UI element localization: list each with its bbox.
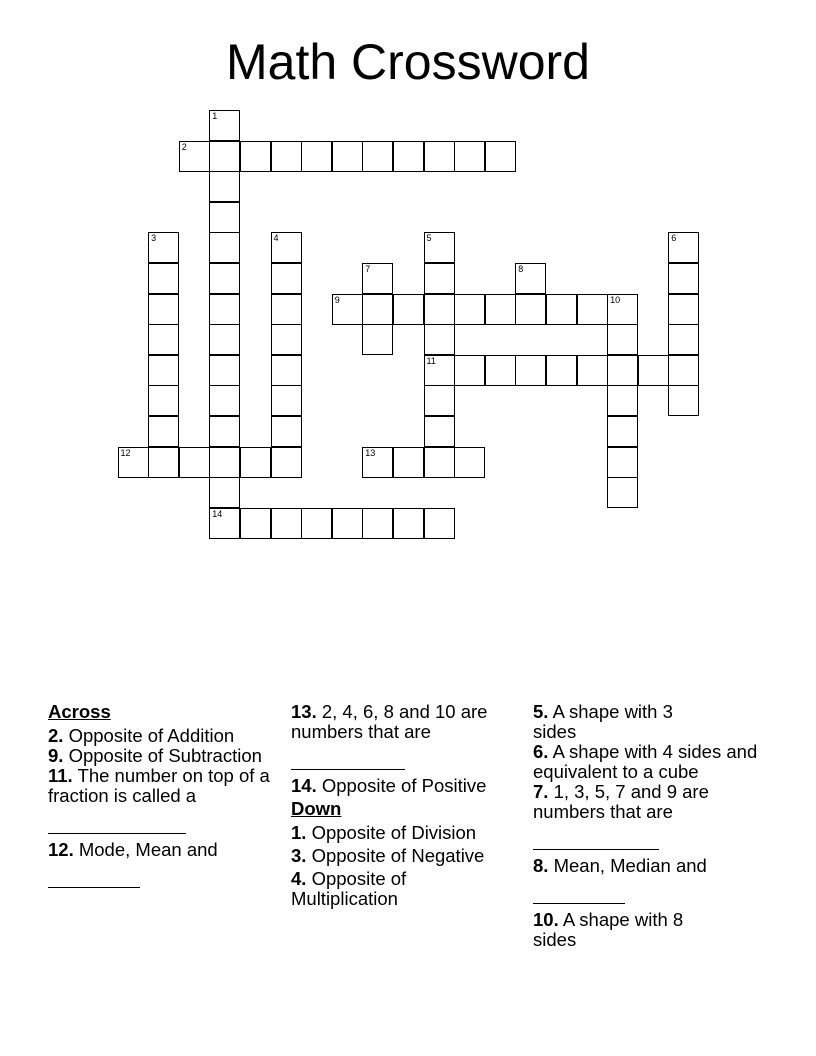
grid-cell[interactable] <box>179 141 210 172</box>
grid-cell[interactable] <box>485 141 516 172</box>
clue-number: 2 <box>181 141 187 152</box>
grid-cell[interactable] <box>271 355 302 386</box>
grid-cell[interactable] <box>209 355 240 386</box>
grid-cell[interactable] <box>668 355 699 386</box>
clues-column-1 <box>48 702 270 892</box>
clue-down-7: 7. 1, 3, 5, 7 and 9 are numbers that are <box>533 782 771 854</box>
across-heading: Across <box>48 701 111 722</box>
grid-cell[interactable] <box>485 355 516 386</box>
grid-cell[interactable] <box>209 447 240 478</box>
grid-cell[interactable] <box>209 477 240 508</box>
grid-cell[interactable] <box>546 294 577 325</box>
grid-cell[interactable] <box>148 385 179 416</box>
grid-cell[interactable] <box>179 447 210 478</box>
grid-cell[interactable] <box>271 416 302 447</box>
grid-cell[interactable] <box>362 294 393 325</box>
grid-cell[interactable] <box>668 385 699 416</box>
grid-cell[interactable] <box>454 355 485 386</box>
clue-across-13: 13. 2, 4, 6, 8 and 10 are numbers that are <box>291 702 513 774</box>
grid-cell[interactable] <box>607 447 638 478</box>
grid-cell[interactable] <box>424 141 455 172</box>
grid-cell[interactable] <box>271 508 302 539</box>
grid-cell[interactable] <box>148 355 179 386</box>
grid-cell[interactable] <box>424 263 455 294</box>
grid-cell[interactable] <box>454 141 485 172</box>
clue-number: 14 <box>212 508 223 519</box>
grid-cell[interactable] <box>362 263 393 294</box>
clue-down-5: 5. A shape with 3 sides <box>533 701 673 742</box>
grid-cell[interactable] <box>332 294 363 325</box>
grid-cell[interactable] <box>668 263 699 294</box>
clue-number: 7 <box>365 264 371 274</box>
grid-cell[interactable] <box>607 477 638 508</box>
grid-cell[interactable] <box>332 508 363 539</box>
grid-cell[interactable] <box>424 324 455 355</box>
grid-cell[interactable] <box>271 385 302 416</box>
grid-cell[interactable] <box>209 232 240 263</box>
clue-number: 9 <box>334 294 340 305</box>
grid-cell[interactable] <box>148 416 179 447</box>
page-title: Math Crossword <box>226 34 590 90</box>
grid-cell[interactable] <box>638 355 669 386</box>
grid-cell[interactable] <box>607 324 638 355</box>
grid-cell[interactable] <box>271 324 302 355</box>
grid-cell[interactable] <box>148 324 179 355</box>
grid-cell[interactable] <box>240 447 271 478</box>
clue-down-6: 6. A shape with 4 sides and equivalent to a cube <box>533 741 758 782</box>
grid-cell[interactable] <box>271 141 302 172</box>
clue-number: 8 <box>518 264 524 274</box>
down-heading: Down <box>291 798 342 819</box>
grid-cell[interactable] <box>240 508 271 539</box>
grid-cell[interactable] <box>424 294 455 325</box>
grid-cell[interactable] <box>607 385 638 416</box>
grid-cell[interactable] <box>607 355 638 386</box>
grid-cell[interactable] <box>515 355 546 386</box>
grid-cell[interactable] <box>271 263 302 294</box>
grid-cell[interactable] <box>209 141 240 172</box>
clue-across-9: 9. Opposite of Subtraction <box>48 745 262 766</box>
grid-cell[interactable] <box>209 324 240 355</box>
grid-cell[interactable] <box>424 355 455 386</box>
grid-cell[interactable] <box>209 294 240 325</box>
grid-cell[interactable] <box>393 447 424 478</box>
grid-cell[interactable] <box>424 385 455 416</box>
grid-cell[interactable] <box>424 447 455 478</box>
grid-cell[interactable] <box>271 294 302 325</box>
grid-cell[interactable] <box>577 355 608 386</box>
grid-cell[interactable] <box>668 324 699 355</box>
grid-cell[interactable] <box>515 294 546 325</box>
clue-number: 4 <box>273 233 279 244</box>
clue-across-12: 12. Mode, Mean and <box>48 840 270 892</box>
grid-cell[interactable] <box>148 294 179 325</box>
grid-cell[interactable] <box>301 141 332 172</box>
grid-cell[interactable] <box>301 508 332 539</box>
clue-number: 6 <box>671 233 677 244</box>
grid-cell[interactable] <box>332 141 363 172</box>
clues-column-2 <box>291 702 513 909</box>
grid-cell[interactable] <box>668 232 699 263</box>
grid-cell[interactable] <box>118 447 149 478</box>
clue-down-10: 10. A shape with 8 sides <box>533 909 684 950</box>
clue-across-11: 11. The number on top of a fraction is called a <box>48 766 270 838</box>
grid-cell[interactable] <box>454 447 485 478</box>
grid-cell[interactable] <box>148 263 179 294</box>
clue-number: 13 <box>365 447 376 458</box>
clue-number: 5 <box>426 233 432 244</box>
grid-cell[interactable] <box>454 294 485 325</box>
grid-cell[interactable] <box>148 232 179 263</box>
grid-cell[interactable] <box>546 355 577 386</box>
grid-cell[interactable] <box>393 508 424 539</box>
clue-down-8: 8. Mean, Median and <box>533 856 771 908</box>
clues-column-3 <box>533 702 771 950</box>
clue-number: 12 <box>120 447 131 458</box>
grid-cell[interactable] <box>209 263 240 294</box>
grid-cell[interactable] <box>209 508 240 539</box>
grid-cell[interactable] <box>515 263 546 294</box>
grid-cell[interactable] <box>362 324 393 355</box>
grid-cell[interactable] <box>607 294 638 325</box>
grid-cell[interactable] <box>209 110 240 141</box>
clue-across-2: 2. Opposite of Addition <box>48 725 235 746</box>
grid-cell[interactable] <box>424 508 455 539</box>
clue-across-14: 14. Opposite of Positive <box>291 775 487 796</box>
grid-cell[interactable] <box>362 508 393 539</box>
grid-cell[interactable] <box>577 294 608 325</box>
grid-cell[interactable] <box>362 141 393 172</box>
grid-cell[interactable] <box>424 232 455 263</box>
clue-number: 1 <box>212 111 218 121</box>
grid-cell[interactable] <box>485 294 516 325</box>
grid-cell[interactable] <box>209 202 240 233</box>
clue-down-4: 4. Opposite of Multiplication <box>291 868 407 909</box>
grid-cell[interactable] <box>607 416 638 447</box>
grid-cell[interactable] <box>209 416 240 447</box>
clue-down-3: 3. Opposite of Negative <box>291 845 485 866</box>
grid-cell[interactable] <box>668 294 699 325</box>
clue-down-1: 1. Opposite of Division <box>291 822 477 843</box>
grid-cell[interactable] <box>271 447 302 478</box>
clue-number: 11 <box>426 355 436 366</box>
grid-cell[interactable] <box>209 171 240 202</box>
grid-cell[interactable] <box>393 294 424 325</box>
clue-number: 10 <box>610 294 621 305</box>
grid-cell[interactable] <box>271 232 302 263</box>
grid-cell[interactable] <box>393 141 424 172</box>
grid-cell[interactable] <box>424 416 455 447</box>
grid-cell[interactable] <box>240 141 271 172</box>
grid-cell[interactable] <box>362 447 393 478</box>
grid-cell[interactable] <box>148 447 179 478</box>
clue-number: 3 <box>151 233 157 244</box>
grid-cell[interactable] <box>209 385 240 416</box>
